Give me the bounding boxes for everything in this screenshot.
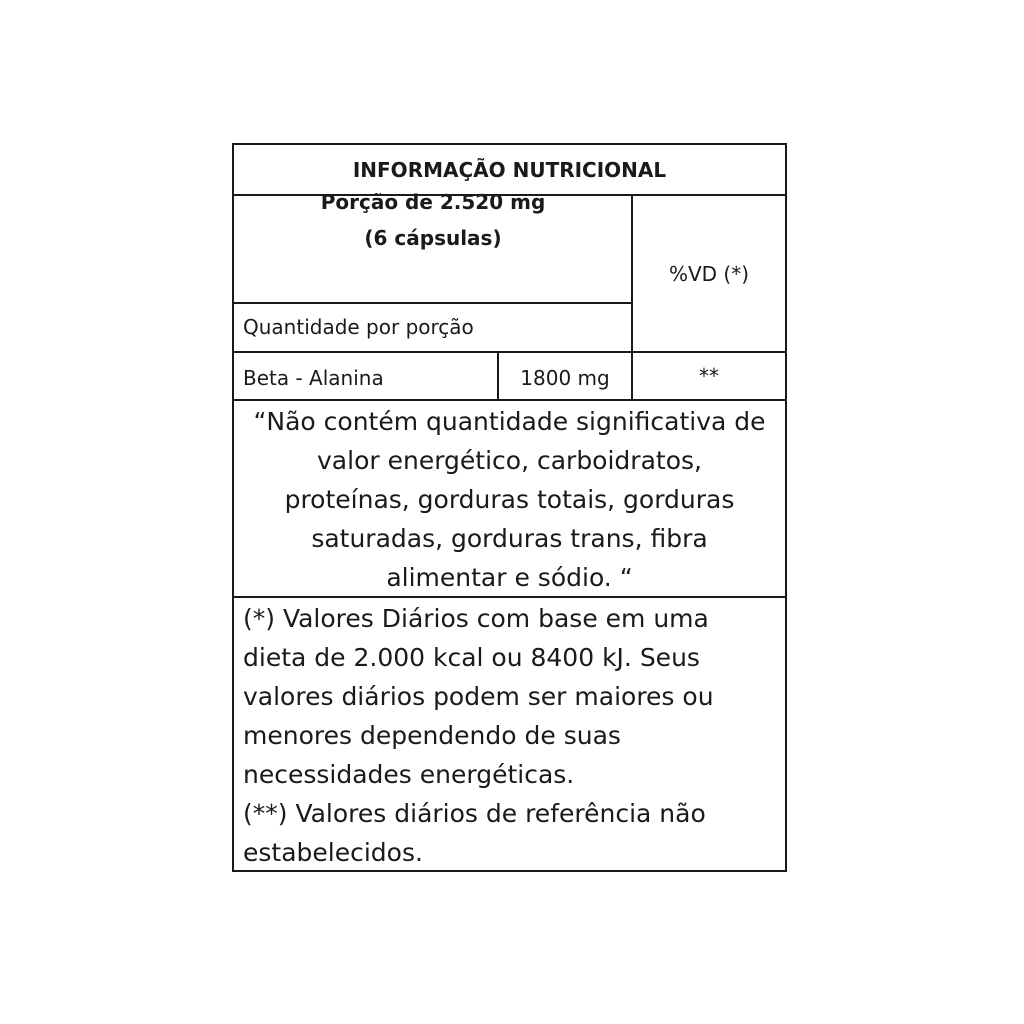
footnotes — [243, 599, 714, 872]
statement-line: alimentar e sódio. “ — [386, 563, 633, 592]
not-significant-statement — [234, 402, 785, 597]
nutrition-facts-table — [232, 143, 787, 872]
footnote-line: menores dependendo de suas — [243, 721, 621, 750]
rule-below-portion — [234, 302, 632, 304]
nutrient-amount: 1800 mg — [520, 366, 610, 390]
vd-header: %VD (*) — [668, 262, 750, 286]
rule-above-row — [234, 351, 785, 353]
portion-weight: Porção de 2.520 mg — [320, 190, 546, 214]
footnote-line: necessidades energéticas. — [243, 760, 575, 789]
footnote-line: (**) Valores diários de referência não — [243, 799, 706, 828]
footnote-line: valores diários podem ser maiores ou — [243, 682, 714, 711]
footnote-line: dieta de 2.000 kcal ou 8400 kJ. Seus — [243, 643, 700, 672]
rule-below-row — [234, 399, 785, 401]
nutrient-vd: ** — [699, 364, 719, 388]
portion-capsules: (6 cápsulas) — [364, 226, 502, 250]
statement-line: saturadas, gorduras trans, fibra — [311, 524, 708, 553]
quantity-label: Quantidade por porção — [243, 315, 474, 339]
portion-size — [234, 184, 632, 256]
statement-line: valor energético, carboidratos, — [317, 446, 702, 475]
footnote-line: (*) Valores Diários com base em uma — [243, 604, 709, 633]
table-title: INFORMAÇÃO NUTRICIONAL — [352, 158, 667, 182]
statement-line: “Não contém quantidade significativa de — [253, 407, 766, 436]
nutrient-name: Beta - Alanina — [243, 366, 384, 390]
footnote-line: estabelecidos. — [243, 838, 423, 867]
statement-line: proteínas, gorduras totais, gorduras — [284, 485, 735, 514]
